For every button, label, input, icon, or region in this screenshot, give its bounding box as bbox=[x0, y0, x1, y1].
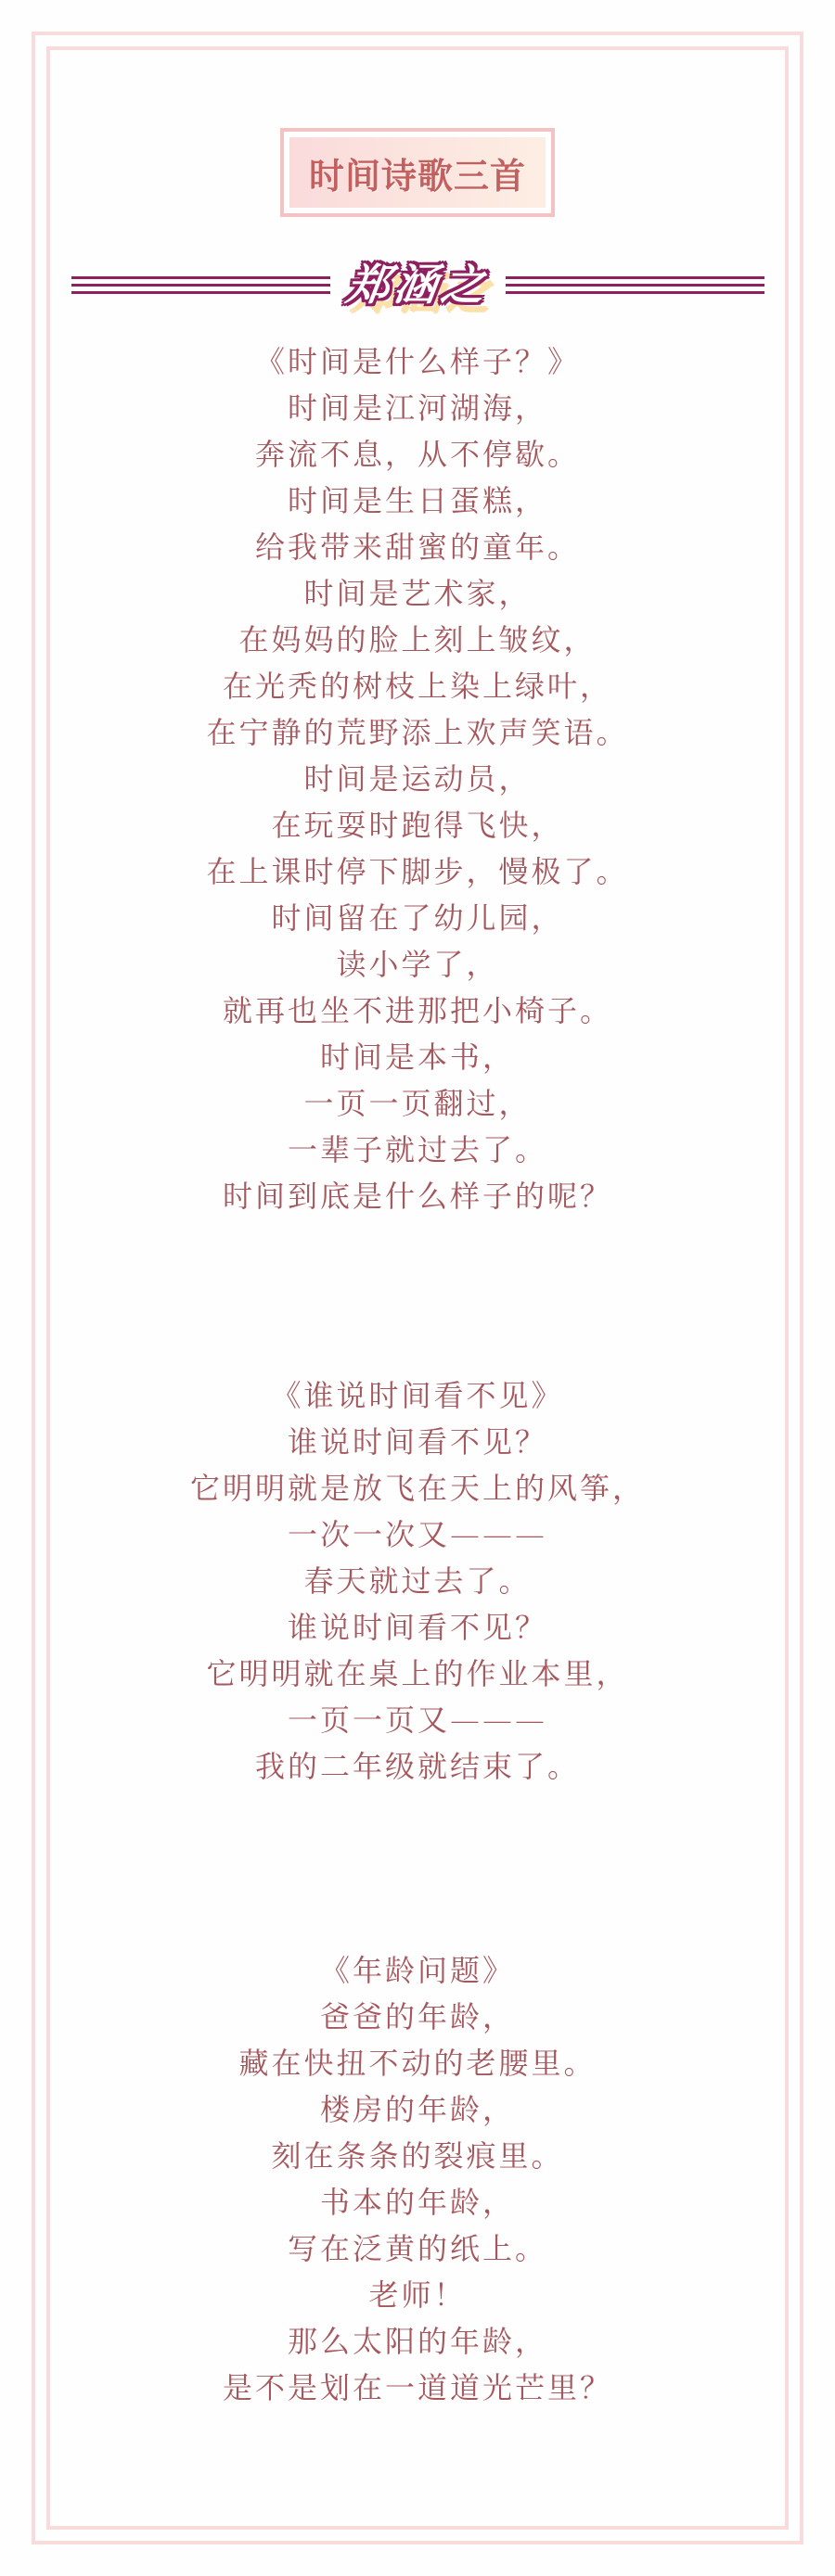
poem-line: 谁说时间看不见？ bbox=[287, 1610, 547, 1645]
poem-3 bbox=[223, 1947, 612, 2411]
poem-line: 爸爸的年龄， bbox=[319, 1999, 515, 2034]
poem-line: 给我带来甜蜜的童年。 bbox=[254, 529, 580, 565]
poem-line: 刻在条条的裂痕里。 bbox=[271, 2138, 564, 2174]
divider-line-left bbox=[71, 276, 330, 294]
author-divider bbox=[71, 259, 764, 311]
poem-line: 在宁静的荒野添上欢声笑语。 bbox=[206, 715, 629, 750]
poem-line: 那么太阳的年龄， bbox=[287, 2324, 547, 2359]
poem-line: 就再也坐不进那把小椅子。 bbox=[222, 993, 612, 1028]
poem-line: 是不是划在一道道光芒里？ bbox=[222, 2370, 612, 2405]
poem-line: 奔流不息，从不停歇。 bbox=[254, 437, 580, 472]
poem-line: 时间到底是什么样子的呢？ bbox=[222, 1179, 612, 1214]
page-title: 时间诗歌三首 bbox=[308, 155, 526, 197]
poem-line: 春天就过去了。 bbox=[303, 1563, 532, 1599]
poem-line: 在光秃的树枝上染上绿叶， bbox=[222, 669, 612, 704]
poem-line: 时间是江河湖海， bbox=[287, 390, 547, 426]
poem-1-title: 《时间是什么样子？》 bbox=[254, 344, 580, 379]
poem-2 bbox=[190, 1372, 645, 1790]
poem-line: 在上课时停下脚步，慢极了。 bbox=[206, 854, 629, 889]
poem-line: 一页一页又——— bbox=[287, 1702, 547, 1738]
poem-2-title: 《谁说时间看不见》 bbox=[271, 1378, 564, 1413]
poem-line: 楼房的年龄， bbox=[319, 2092, 515, 2127]
poem-line: 它明明就在桌上的作业本里， bbox=[206, 1656, 629, 1691]
poem-line: 老师！ bbox=[368, 2277, 467, 2313]
poem-1 bbox=[206, 338, 628, 1219]
author-name: 郑涵之 bbox=[342, 260, 493, 310]
poem-3-title: 《年龄问题》 bbox=[319, 1953, 515, 1988]
poem-line: 一次一次又——— bbox=[287, 1517, 547, 1552]
poem-line: 时间是本书， bbox=[319, 1039, 515, 1075]
divider-line-right bbox=[506, 276, 764, 294]
poem-line: 读小学了， bbox=[336, 947, 499, 982]
title-box-fill bbox=[289, 137, 546, 208]
poem-line: 时间是艺术家， bbox=[303, 576, 532, 611]
poem-line: 谁说时间看不见？ bbox=[287, 1424, 547, 1460]
poem-line: 在妈妈的脸上刻上皱纹， bbox=[238, 622, 597, 657]
poem-line: 它明明就是放飞在天上的风筝， bbox=[189, 1471, 645, 1506]
poster-content bbox=[50, 50, 785, 2411]
title-box bbox=[280, 128, 555, 217]
poem-line: 写在泛黄的纸上。 bbox=[287, 2231, 547, 2266]
poem-line: 一页一页翻过， bbox=[303, 1086, 532, 1121]
poem-line: 在玩耍时跑得飞快， bbox=[271, 808, 564, 843]
poem-line: 时间留在了幼儿园， bbox=[271, 900, 564, 936]
poem-line: 书本的年龄， bbox=[319, 2185, 515, 2220]
poem-line: 我的二年级就结束了。 bbox=[254, 1749, 580, 1784]
poem-line: 时间是运动员， bbox=[303, 761, 532, 797]
poem-line: 藏在快扭不动的老腰里。 bbox=[238, 2046, 597, 2081]
poem-line: 时间是生日蛋糕， bbox=[287, 483, 547, 518]
poem-line: 一辈子就过去了。 bbox=[287, 1132, 547, 1167]
